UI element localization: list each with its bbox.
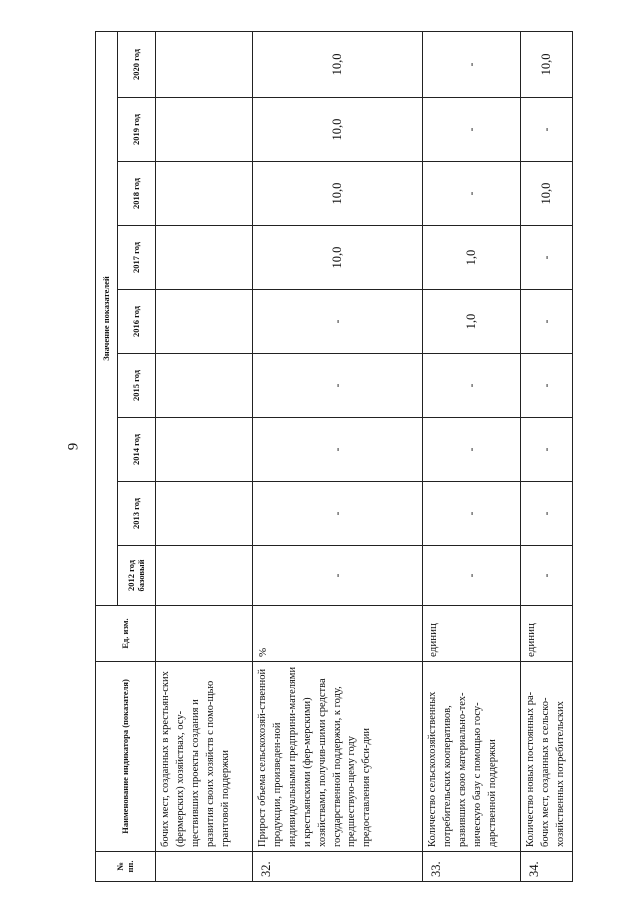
row-value: -: [253, 482, 423, 546]
row-value: 10,0: [253, 98, 423, 162]
row-num: 34.: [521, 852, 573, 882]
header-year-2013: 2013 год: [118, 482, 156, 546]
row-value: -: [521, 226, 573, 290]
row-value: 10,0: [521, 31, 573, 97]
row-value: -: [423, 418, 521, 482]
row-value: -: [521, 290, 573, 354]
row-unit: единиц: [423, 606, 521, 662]
row-unit: [156, 606, 253, 662]
row-value: -: [253, 546, 423, 606]
header-year-2020: 2020 год: [118, 31, 156, 97]
row-value: -: [423, 31, 521, 97]
header-year-2014: 2014 год: [118, 418, 156, 482]
row-value: [156, 418, 253, 482]
row-indicator-name: Прирост объема сельскохозяй-ственной продукции, произведен-ной индивидуальными предприни-мателями и крестьянскими (фер-мерскими) хозяйствами, получив-шими средства государственной поддержки, к году, предшествую-щему году предоставления субси-дии: [253, 662, 423, 852]
row-value: -: [521, 354, 573, 418]
row-value: [156, 354, 253, 418]
row-indicator-name: Количество новых постоянных ра-бочих мест, созданных в сельско-хозяйственных потребительских: [521, 662, 573, 852]
table-row: [253, 31, 423, 881]
row-value: -: [423, 98, 521, 162]
row-value: -: [521, 418, 573, 482]
rotated-table-container: [95, 32, 566, 882]
row-indicator-name: бочих мест, созданных в крестьян-ских (фермерских) хозяйствах, осу-ществивших проекты создания и развития своих хозяйств с помо-щью грантовой поддержки: [156, 662, 253, 852]
row-value: 10,0: [521, 162, 573, 226]
row-value: 1,0: [423, 226, 521, 290]
row-value: 10,0: [253, 226, 423, 290]
row-unit: единиц: [521, 606, 573, 662]
header-year-2016: 2016 год: [118, 290, 156, 354]
row-value: [156, 31, 253, 97]
row-value: -: [253, 354, 423, 418]
table-row: [156, 31, 253, 881]
row-num: 33.: [423, 852, 521, 882]
header-num: № пп.: [96, 852, 156, 882]
row-value: -: [423, 354, 521, 418]
row-value: -: [521, 546, 573, 606]
row-value: 10,0: [253, 31, 423, 97]
row-indicator-name: Количество сельскохозяйственных потребительских кооперативов, развивших свою материально-тех-ническую базу с помощью госу-дарственной поддержки: [423, 662, 521, 852]
row-value: -: [423, 162, 521, 226]
row-value: -: [423, 546, 521, 606]
row-value: [156, 98, 253, 162]
header-year-2019: 2019 год: [118, 98, 156, 162]
row-value: -: [521, 482, 573, 546]
row-value: [156, 482, 253, 546]
header-year-2018: 2018 год: [118, 162, 156, 226]
row-value: 10,0: [253, 162, 423, 226]
row-value: -: [521, 98, 573, 162]
header-values-group: Значение показателей: [96, 31, 118, 605]
header-year-2015: 2015 год: [118, 354, 156, 418]
indicators-table: [95, 31, 573, 882]
row-num: [156, 852, 253, 882]
row-value: [156, 546, 253, 606]
row-value: 1,0: [423, 290, 521, 354]
row-value: -: [253, 290, 423, 354]
row-value: -: [423, 482, 521, 546]
row-value: [156, 162, 253, 226]
header-year-2012: 2012 год базовый: [118, 546, 156, 606]
header-year-2017: 2017 год: [118, 226, 156, 290]
header-unit: Ед. изм.: [96, 606, 156, 662]
header-indicator-name: Наименование индикатора (показателя): [96, 662, 156, 852]
row-num: 32.: [253, 852, 423, 882]
row-value: [156, 226, 253, 290]
table-row: [423, 31, 521, 881]
row-value: -: [253, 418, 423, 482]
table-row: [521, 31, 573, 881]
page-number: 9: [65, 442, 82, 451]
row-unit: %: [253, 606, 423, 662]
row-value: [156, 290, 253, 354]
